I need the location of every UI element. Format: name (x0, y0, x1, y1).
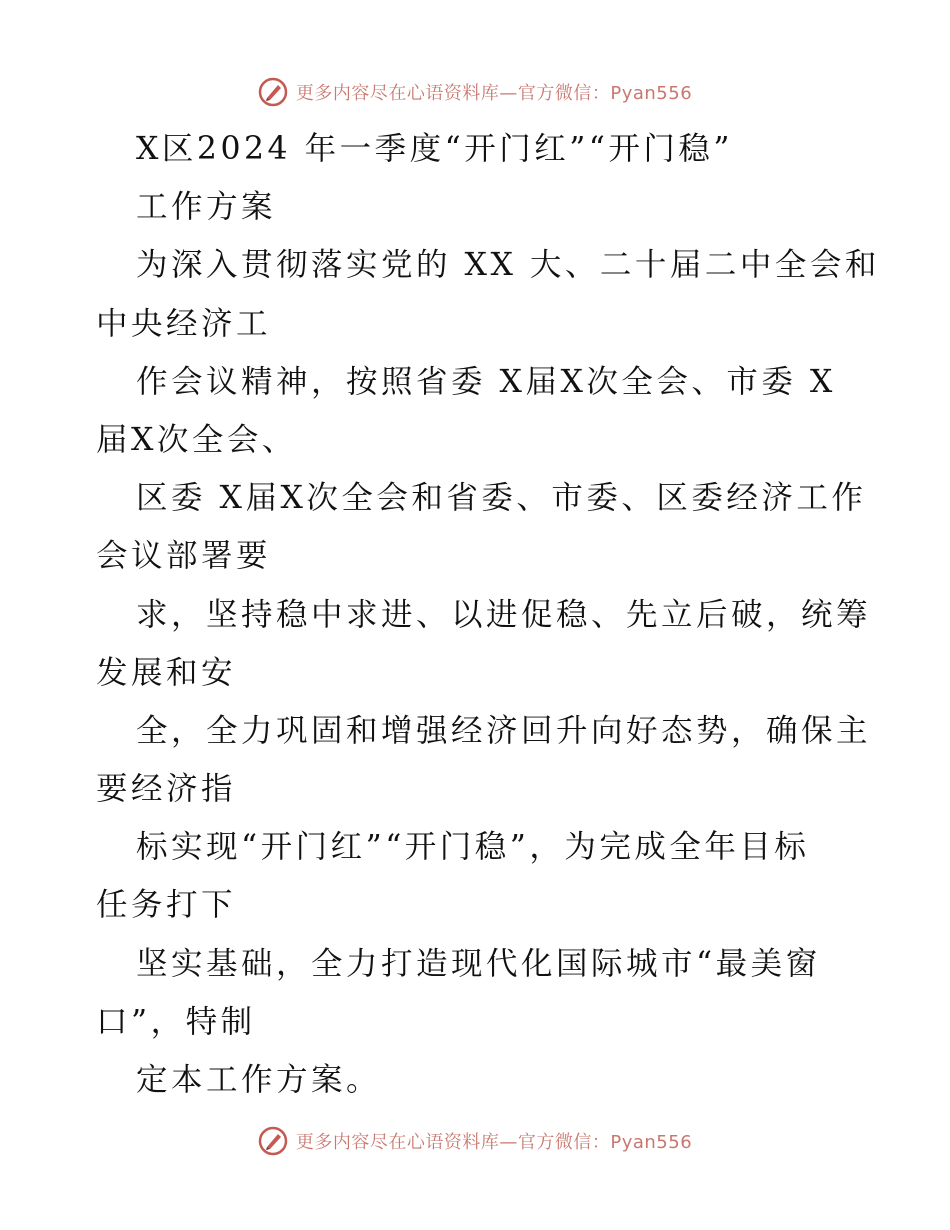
watermark-text: 更多内容尽在心语资料库—官方微信：Pyan556 (295, 1132, 693, 1153)
text-line: 届X次全会、 (96, 421, 297, 458)
text-line: 中央经济工 (96, 305, 272, 342)
text-line: 发展和安 (96, 654, 237, 691)
text-line: 标实现“开门红”“开门稳”，为完成全年目标 (136, 829, 810, 866)
pen-logo-icon (258, 77, 288, 107)
text-line: 定本工作方案。 (136, 1062, 382, 1098)
text-line: 为深入贯彻落实党的 XX 大、二十届二中全会和 (136, 247, 880, 284)
text-line: 会议部署要 (96, 538, 272, 575)
text-line: X区2024 年一季度“开门红”“开门稳” (136, 131, 734, 167)
watermark-text: 更多内容尽在心语资料库—官方微信：Pyan556 (295, 83, 693, 104)
text-line: 工作方案 (136, 189, 277, 226)
text-line: 作会议精神，按照省委 X届X次全会、市委 X (136, 363, 836, 400)
header-watermark (0, 72, 950, 112)
pen-logo-icon (258, 1126, 288, 1156)
text-line: 要经济指 (96, 771, 237, 808)
footer-watermark (0, 1121, 950, 1161)
text-line: 口”，特制 (96, 1003, 256, 1040)
text-line: 任务打下 (96, 887, 237, 924)
text-line: 坚实基础，全力打造现代化国际城市“最美窗 (136, 945, 821, 982)
text-line: 全，全力巩固和增强经济回升向好态势，确保主 (136, 712, 872, 749)
text-line: 区委 X届X次全会和省委、市委、区委经济工作 (136, 480, 867, 517)
text-line: 求，坚持稳中求进、以进促稳、先立后破，统筹 (136, 596, 872, 633)
document-body (96, 120, 880, 1109)
